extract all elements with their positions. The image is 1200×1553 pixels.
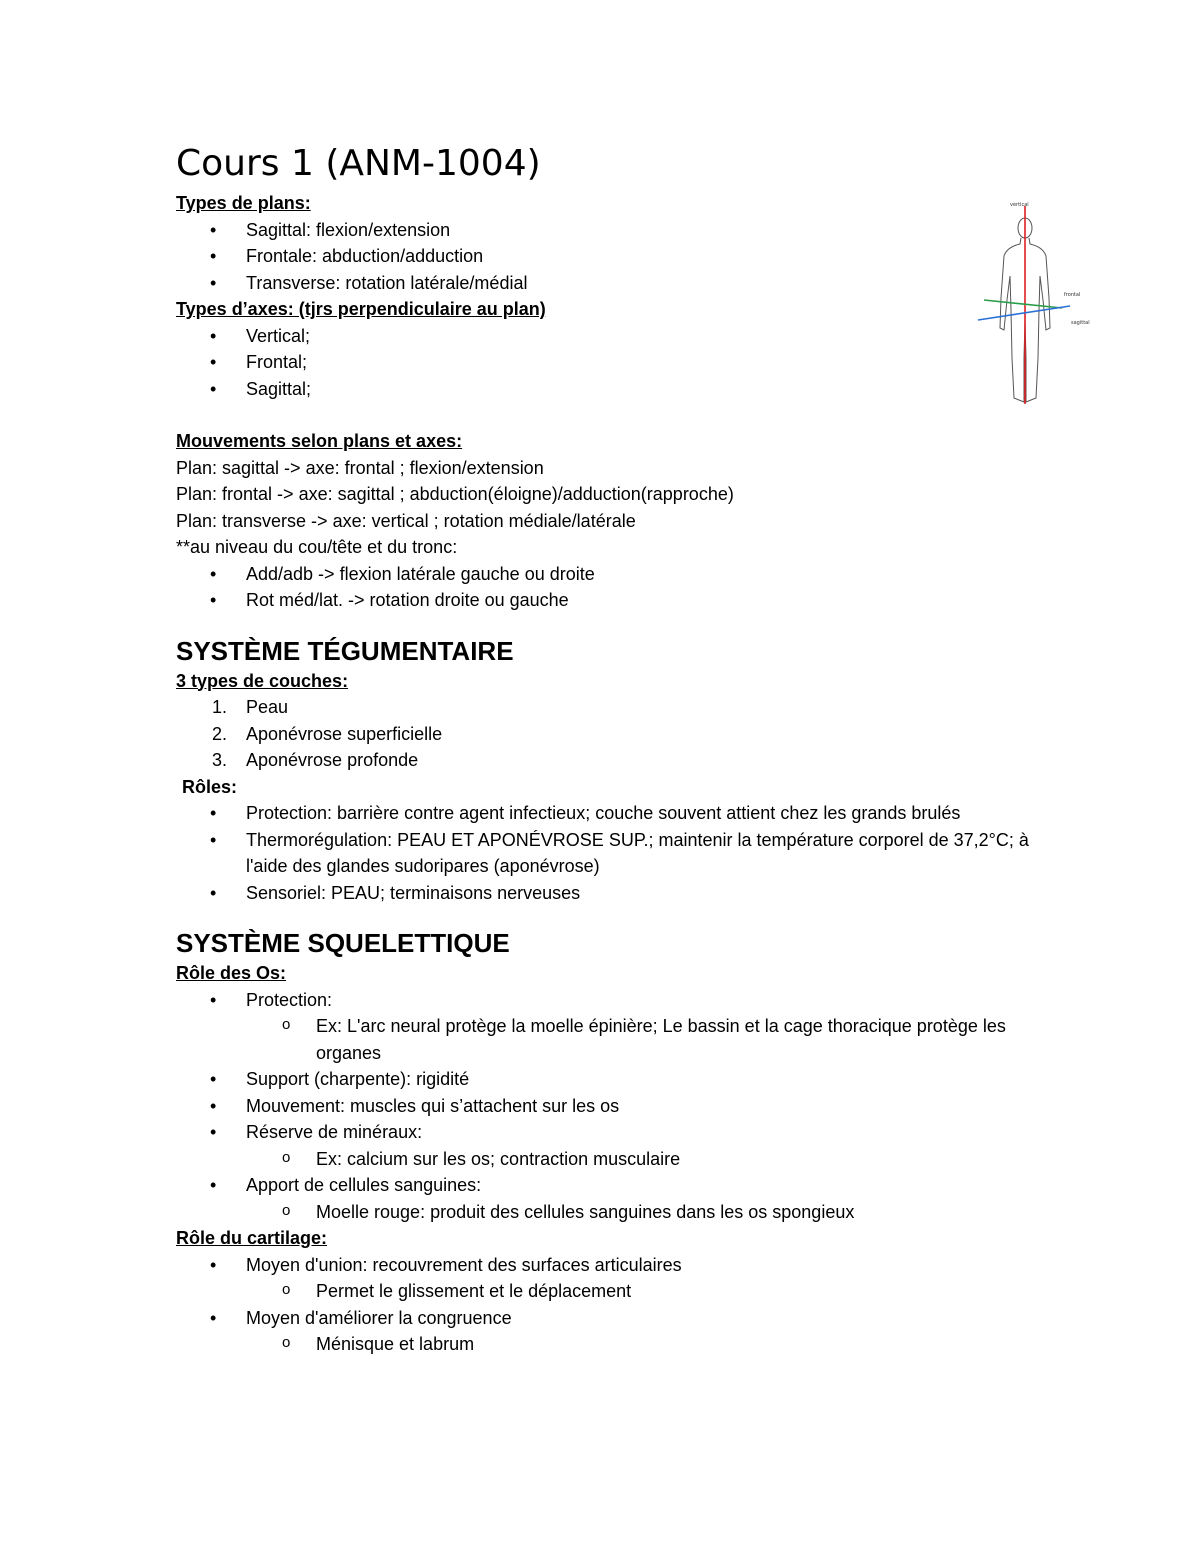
list-item: • Sensoriel: PEAU; terminaisons nerveuses — [176, 880, 1036, 907]
list-item: • Apport de cellules sanguines: — [176, 1172, 1036, 1199]
mouvements-list — [176, 561, 1036, 614]
list-item — [176, 721, 1036, 748]
couches-list — [176, 694, 1036, 774]
sub-list-item: o Ex: calcium sur les os; contraction musculaire — [176, 1146, 1036, 1173]
couches-heading: 3 types de couches: — [176, 670, 349, 691]
list-item: • Thermorégulation: PEAU ET APONÉVROSE SUP.; maintenir la température corporel de 37,2°C; à l'aide des glandes sudoripares (aponévrose) — [176, 827, 1036, 880]
list-item: • Réserve de minéraux: — [176, 1119, 1036, 1146]
list-item: • Frontale: abduction/adduction — [176, 243, 1036, 270]
mouvements-line: Plan: sagittal -> axe: frontal ; flexion/extension — [176, 457, 544, 478]
list-item: • Moyen d'améliorer la congruence — [176, 1305, 1036, 1332]
axes-list — [176, 323, 1036, 403]
list-item: • Protection: — [176, 987, 1036, 1014]
list-item: • Protection: barrière contre agent infectieux; couche souvent attient chez les grands brulés — [176, 800, 1036, 827]
list-text: Peau — [246, 697, 289, 717]
sub-list-item: o Ménisque et labrum — [176, 1331, 1036, 1358]
body-axes-figure — [974, 198, 1094, 408]
frontal-axis-line — [984, 300, 1062, 308]
mouvements-line: Plan: frontal -> axe: sagittal ; abduction(éloigne)/adduction(rapproche) — [176, 484, 734, 504]
vertical-label: vertical — [1010, 202, 1029, 208]
list-item: • Transverse: rotation latérale/médial — [176, 270, 1036, 297]
sagittal-axis-line — [978, 306, 1070, 320]
list-text: Aponévrose superficielle — [246, 723, 443, 744]
list-item: • Moyen d'union: recouvrement des surfaces articulaires — [176, 1252, 1036, 1279]
sub-list-item: o Moelle rouge: produit des cellules sanguines dans les os spongieux — [176, 1199, 1036, 1226]
list-item: • Rot méd/lat. -> rotation droite ou gauche — [176, 587, 1036, 614]
plans-heading: Types de plans: — [176, 193, 311, 213]
list-item — [176, 747, 1036, 774]
cartilage-heading: Rôle du cartilage: — [176, 1228, 328, 1248]
axes-heading: Types d’axes: (tjrs perpendiculaire au plan) — [176, 299, 546, 319]
roles-list — [176, 800, 1036, 906]
list-number: 1. — [212, 697, 228, 717]
sagittal-label: sagittal — [1071, 320, 1090, 326]
list-item: • Sagittal: flexion/extension — [176, 217, 1036, 244]
squelettique-title: SYSTÈME SQUELETTIQUE — [176, 928, 510, 958]
sub-list-item: o Ex: L'arc neural protège la moelle épinière; Le bassin et la cage thoracique protège les organes — [176, 1013, 1036, 1066]
document-title: Cours 1 (ANM-1004) — [176, 143, 541, 184]
tegumentaire-title: SYSTÈME TÉGUMENTAIRE — [176, 635, 514, 666]
os-list — [176, 987, 1036, 1226]
document-page — [176, 140, 1036, 1358]
frontal-label: frontal — [1064, 292, 1081, 298]
sub-list-item: o Permet le glissement et le déplacement — [176, 1278, 1036, 1305]
plans-list — [176, 217, 1036, 297]
roles-heading: Rôles: — [182, 776, 238, 797]
mouvements-heading: Mouvements selon plans et axes: — [176, 431, 463, 451]
os-heading: Rôle des Os: — [176, 963, 287, 983]
list-number: 3. — [212, 750, 228, 770]
list-text: Aponévrose profonde — [246, 750, 419, 770]
mouvements-note: **au niveau du cou/tête et du tronc: — [176, 537, 458, 557]
cartilage-list — [176, 1252, 1036, 1358]
body-axes-diagram — [974, 198, 1094, 408]
mouvements-line: Plan: transverse -> axe: vertical ; rotation médiale/latérale — [176, 510, 636, 531]
list-item: • Sagittal; — [176, 376, 1036, 403]
list-number: 2. — [212, 723, 228, 744]
list-item: • Vertical; — [176, 323, 1036, 350]
list-item — [176, 694, 1036, 721]
list-item: • Add/adb -> flexion latérale gauche ou droite — [176, 561, 1036, 588]
list-item: • Mouvement: muscles qui s’attachent sur les os — [176, 1093, 1036, 1120]
list-item: • Frontal; — [176, 349, 1036, 376]
list-item: • Support (charpente): rigidité — [176, 1066, 1036, 1093]
